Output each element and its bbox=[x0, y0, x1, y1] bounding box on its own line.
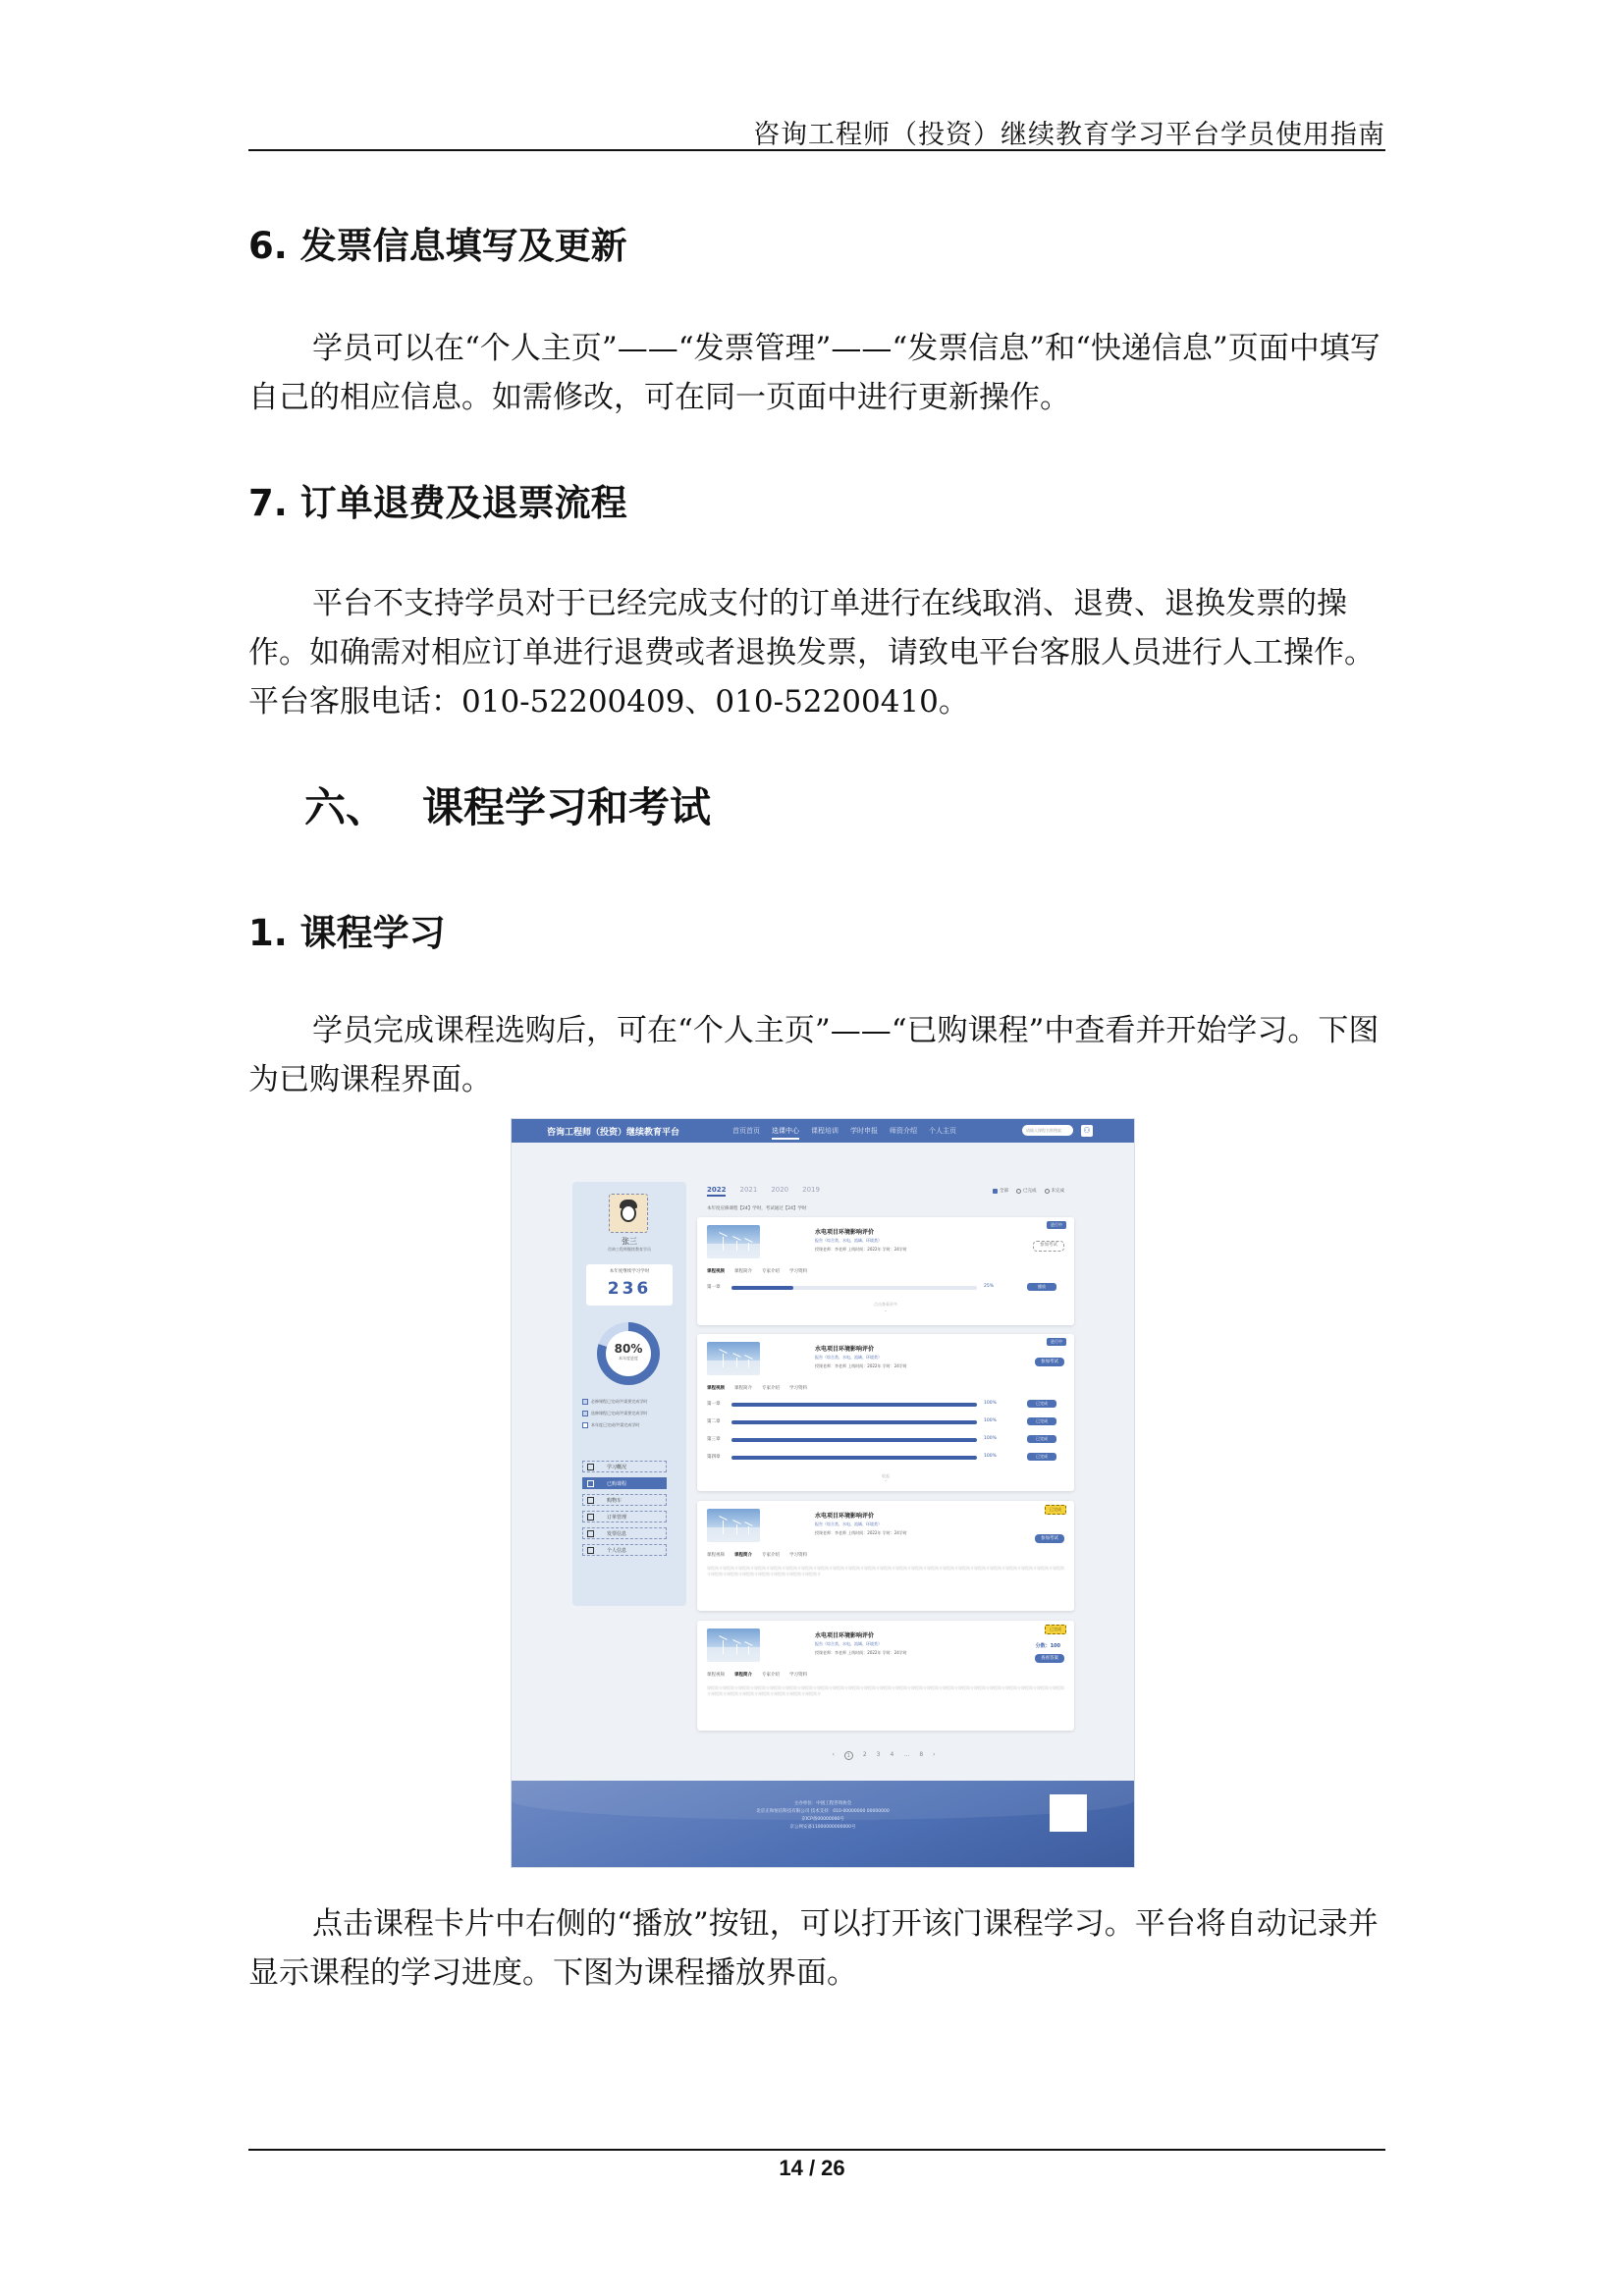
chapter-percent: 100% bbox=[984, 1418, 997, 1423]
chevron-up-icon: ⌃ bbox=[884, 1479, 888, 1484]
nav-item[interactable]: 选课中心 bbox=[772, 1126, 799, 1140]
view-answers-button[interactable]: 查看答案 bbox=[1035, 1654, 1064, 1663]
screenshot-nav-items bbox=[732, 1126, 956, 1140]
student-name: 张三 bbox=[622, 1237, 637, 1246]
chapter-row bbox=[707, 1454, 1064, 1462]
section-heading-refund: 7. 订单退费及退票流程 bbox=[248, 482, 627, 524]
collapse-link[interactable]: 收起 ⌃ bbox=[882, 1473, 890, 1484]
status-badge: 已完成 bbox=[1045, 1505, 1066, 1515]
order-icon bbox=[587, 1514, 594, 1521]
legend-swatch bbox=[582, 1411, 588, 1416]
course-intro-text: 课程简介课程简介课程简介课程简介课程简介课程简介课程简介课程简介课程简介课程简介课程简介课程简介课程简介课程简介课程简介课程简介课程简介课程简介课程简介课程简介课程简介课程简介课程简介课程简介课程简介课程简介课程简介课程简介课程简介课程简介 bbox=[707, 1685, 1064, 1696]
completed-button[interactable]: 已完成 bbox=[1027, 1435, 1056, 1443]
course-thumbnail bbox=[707, 1629, 760, 1662]
completed-button[interactable]: 已完成 bbox=[1027, 1453, 1056, 1461]
filter-completed[interactable]: 已完成 bbox=[1016, 1188, 1037, 1194]
status-badge: 进行中 bbox=[1047, 1338, 1066, 1346]
nav-item[interactable]: 个人主页 bbox=[929, 1127, 956, 1135]
screenshot-navbar bbox=[512, 1119, 1134, 1143]
tab-study-materials[interactable]: 学习资料 bbox=[789, 1553, 807, 1558]
status-badge: 进行中 bbox=[1047, 1221, 1066, 1229]
study-hours-label: 本年度继续学习学时 bbox=[609, 1269, 650, 1274]
legend-text: 本年度已完成/共需完成学时 bbox=[591, 1422, 640, 1427]
course-thumbnail bbox=[707, 1342, 760, 1375]
sidebar-item-cart[interactable]: 购物车 bbox=[582, 1494, 667, 1506]
tab-course-intro[interactable]: 课程简介 bbox=[734, 1673, 752, 1678]
paragraph-invoice: 学员可以在“个人主页”——“发票管理”——“发票信息”和“快递信息”页面中填写自己的相应信息。如需修改，可在同一页面中进行更新操作。 bbox=[248, 331, 1380, 415]
course-meta: 授课老师：李老师 上线时间：2022年 学时：24学时 bbox=[815, 1530, 907, 1535]
course-tags: 报告（综合类、水电、流域、环境类） bbox=[815, 1238, 882, 1243]
header-rule bbox=[248, 149, 1385, 151]
tab-expert-intro[interactable]: 专家介绍 bbox=[762, 1553, 780, 1558]
nav-item[interactable]: 师资介绍 bbox=[890, 1127, 917, 1135]
chapter-percent: 100% bbox=[984, 1401, 997, 1406]
tab-year[interactable]: 2022 bbox=[707, 1186, 726, 1197]
legend-swatch bbox=[582, 1422, 588, 1428]
overview-icon bbox=[587, 1464, 594, 1470]
chapter-row bbox=[707, 1401, 1064, 1409]
chapter-title: 课程学习和考试 bbox=[422, 783, 712, 831]
play-button[interactable]: 播放 bbox=[1027, 1283, 1056, 1291]
progress-donut bbox=[597, 1322, 660, 1385]
tab-course-video[interactable]: 课程视频 bbox=[707, 1553, 725, 1558]
tab-study-materials[interactable]: 学习资料 bbox=[789, 1386, 807, 1391]
course-meta: 授课老师：李老师 上线时间：2022年 学时：24学时 bbox=[815, 1363, 907, 1368]
progress-label: 本年度进度 bbox=[619, 1356, 638, 1361]
chapter-row bbox=[707, 1418, 1064, 1426]
course-title: 水电项目环境影响评价 bbox=[815, 1346, 875, 1353]
course-card bbox=[697, 1501, 1074, 1611]
chapter-heading bbox=[304, 775, 711, 834]
filter-incomplete[interactable]: 未完成 bbox=[1045, 1188, 1065, 1194]
chapter-row bbox=[707, 1436, 1064, 1444]
course-meta: 授课老师：李老师 上线时间：2022年 学时：24学时 bbox=[815, 1650, 907, 1655]
tab-course-intro[interactable]: 课程简介 bbox=[734, 1269, 752, 1274]
chapter-progress-bar bbox=[731, 1420, 977, 1424]
take-exam-button[interactable]: 参加考试 bbox=[1033, 1241, 1064, 1252]
page-number[interactable]: 8 bbox=[919, 1751, 924, 1758]
study-hours-box bbox=[586, 1264, 673, 1306]
tab-year[interactable]: 2020 bbox=[771, 1186, 789, 1194]
year-summary: 本年度应修课程【24】学时，考试通过【24】学时 bbox=[707, 1206, 807, 1211]
chapter-percent: 25% bbox=[984, 1284, 995, 1289]
chapter-progress-bar bbox=[731, 1438, 977, 1442]
course-thumbnail bbox=[707, 1509, 760, 1542]
paragraph-play-instructions: 点击课程卡片中右侧的“播放”按钮，可以打开该门课程学习。平台将自动记录并显示课程的学习进度。下图为课程播放界面。 bbox=[248, 1906, 1379, 1991]
tab-course-video[interactable]: 课程视频 bbox=[707, 1269, 725, 1274]
student-subtitle: 咨询工程师继续教育学员 bbox=[608, 1247, 651, 1252]
running-header: 咨询工程师（投资）继续教育学习平台学员使用指南 bbox=[753, 120, 1385, 150]
page-number[interactable]: 3 bbox=[876, 1751, 881, 1758]
nav-item[interactable]: 学时申报 bbox=[850, 1127, 878, 1135]
course-icon bbox=[587, 1480, 594, 1487]
profile-icon bbox=[587, 1547, 594, 1554]
chapter-number: 六、 bbox=[304, 783, 388, 831]
course-title: 水电项目环境影响评价 bbox=[815, 1513, 875, 1520]
course-tabs bbox=[707, 1385, 807, 1391]
progress-legend bbox=[582, 1396, 647, 1431]
year-tabs bbox=[707, 1186, 820, 1197]
chapter-label: 第二章 bbox=[707, 1419, 721, 1424]
pagination bbox=[693, 1751, 1074, 1760]
prev-page-icon[interactable]: ‹ bbox=[832, 1751, 835, 1758]
sidebar-menu bbox=[582, 1461, 667, 1561]
chevron-down-icon: ⌄ bbox=[884, 1308, 888, 1312]
chapter-row bbox=[707, 1284, 1064, 1292]
page-number[interactable]: 4 bbox=[890, 1751, 894, 1758]
tab-course-intro[interactable]: 课程简介 bbox=[734, 1553, 752, 1558]
course-tabs bbox=[707, 1552, 807, 1558]
tab-expert-intro[interactable]: 专家介绍 bbox=[762, 1673, 780, 1678]
next-page-icon[interactable]: › bbox=[933, 1751, 936, 1758]
sidebar-item-overview[interactable]: 学习概况 bbox=[582, 1461, 667, 1472]
sidebar-item-profile[interactable]: 个人信息 bbox=[582, 1544, 667, 1556]
chapter-progress-bar bbox=[731, 1403, 977, 1407]
tab-year[interactable]: 2021 bbox=[739, 1186, 758, 1194]
exam-score: 分数：100 bbox=[1035, 1643, 1060, 1649]
tab-study-materials[interactable]: 学习资料 bbox=[789, 1269, 807, 1274]
course-tabs bbox=[707, 1268, 807, 1274]
course-intro-text: 课程简介课程简介课程简介课程简介课程简介课程简介课程简介课程简介课程简介课程简介课程简介课程简介课程简介课程简介课程简介课程简介课程简介课程简介课程简介课程简介课程简介课程简介课程简介课程简介课程简介课程简介课程简介课程简介课程简介课程简介 bbox=[707, 1566, 1064, 1576]
legend-swatch bbox=[582, 1399, 588, 1405]
course-title: 水电项目环境影响评价 bbox=[815, 1632, 875, 1639]
screenshot-body bbox=[512, 1143, 1134, 1781]
nav-item[interactable]: 首页首页 bbox=[732, 1127, 760, 1135]
course-tags: 报告（综合类、水电、流域、环境类） bbox=[815, 1641, 882, 1646]
chapter-label: 第三章 bbox=[707, 1437, 721, 1442]
screenshot-search-input[interactable]: 请输入课程名称搜索 bbox=[1022, 1125, 1073, 1136]
course-title: 水电项目环境影响评价 bbox=[815, 1229, 875, 1236]
course-tags: 报告（综合类、水电、流域、环境类） bbox=[815, 1522, 882, 1526]
legend-text: 必修课程已完成/共需要完成学时 bbox=[591, 1399, 648, 1404]
take-exam-button[interactable]: 参加考试 bbox=[1035, 1534, 1064, 1543]
chapter-percent: 100% bbox=[984, 1454, 997, 1459]
chapter-percent: 100% bbox=[984, 1436, 997, 1441]
paragraph-refund: 平台不支持学员对于已经完成支付的订单进行在线取消、退费、退换发票的操作。如确需对相应订单进行退费或者退换发票，请致电平台客服人员进行人工操作。平台客服电话：010-52200409、010-52200410。 bbox=[248, 586, 1375, 720]
study-hours-value: 236 bbox=[607, 1279, 652, 1299]
filter-all[interactable]: 全部 bbox=[993, 1188, 1008, 1194]
status-filters bbox=[993, 1188, 1064, 1194]
qr-code-icon bbox=[1050, 1794, 1087, 1832]
course-card bbox=[697, 1217, 1074, 1325]
paragraph-course-study: 学员完成课程选购后，可在“个人主页”——“已购课程”中查看并开始学习。下图为已购课程界面。 bbox=[248, 1013, 1380, 1097]
avatar bbox=[609, 1194, 648, 1233]
sidebar-item-orders[interactable]: 订单管理 bbox=[582, 1511, 667, 1522]
screenshot-brand: 咨询工程师（投资）继续教育平台 bbox=[547, 1128, 680, 1138]
footer-info: 主办单位：中国工程咨询协会 北京正和恒信科技有限公司 技术支持：010-00000000 00000000 京ICP备00000000号 京公网安备11000000000000号 bbox=[756, 1801, 890, 1830]
user-icon[interactable]: ⚇ bbox=[1081, 1125, 1093, 1137]
legend-text: 选修课程已完成/共需要完成学时 bbox=[591, 1411, 648, 1415]
chapter-progress-bar bbox=[731, 1456, 977, 1460]
page-number[interactable]: 2 bbox=[862, 1751, 867, 1758]
sidebar-item-purchased-courses[interactable]: 已购课程 bbox=[582, 1477, 667, 1489]
chapter-label: 第一章 bbox=[707, 1285, 721, 1290]
tab-expert-intro[interactable]: 专家介绍 bbox=[762, 1386, 780, 1391]
section-heading-invoice: 6. 发票信息填写及更新 bbox=[248, 225, 627, 267]
page-number: 14 / 26 bbox=[779, 2156, 845, 2180]
tab-year[interactable]: 2019 bbox=[802, 1186, 820, 1194]
course-tags: 报告（综合类、水电、流域、环境类） bbox=[815, 1355, 882, 1360]
course-thumbnail bbox=[707, 1225, 760, 1258]
sidebar-item-invoice[interactable]: 发票信息 bbox=[582, 1527, 667, 1539]
chapter-label: 第四章 bbox=[707, 1455, 721, 1460]
tab-course-video[interactable]: 课程视频 bbox=[707, 1673, 725, 1678]
section-heading-course-study: 1. 课程学习 bbox=[248, 912, 446, 954]
invoice-icon bbox=[587, 1530, 594, 1537]
cart-icon bbox=[587, 1497, 594, 1504]
tab-study-materials[interactable]: 学习资料 bbox=[789, 1673, 807, 1678]
profile-sidebar bbox=[572, 1182, 686, 1606]
footer-rule bbox=[248, 2149, 1385, 2151]
purchased-courses-screenshot bbox=[511, 1118, 1135, 1868]
tab-course-video[interactable]: 课程视频 bbox=[707, 1386, 725, 1391]
completed-button[interactable]: 已完成 bbox=[1027, 1400, 1056, 1408]
chapter-label: 第一章 bbox=[707, 1402, 721, 1407]
chapter-progress-bar bbox=[731, 1286, 977, 1290]
tab-expert-intro[interactable]: 专家介绍 bbox=[762, 1269, 780, 1274]
course-meta: 授课老师：李老师 上线时间：2022年 学时：24学时 bbox=[815, 1247, 907, 1252]
course-tabs bbox=[707, 1672, 807, 1678]
tab-course-intro[interactable]: 课程简介 bbox=[734, 1386, 752, 1391]
nav-item[interactable]: 课程培训 bbox=[811, 1127, 839, 1135]
page-number-current[interactable]: 1 bbox=[844, 1751, 853, 1760]
take-exam-button[interactable]: 参加考试 bbox=[1035, 1358, 1064, 1366]
status-badge: 已完成 bbox=[1045, 1625, 1066, 1634]
page-ellipsis: … bbox=[903, 1751, 910, 1758]
screenshot-footer bbox=[512, 1781, 1134, 1867]
expand-more-link[interactable]: 点击查看更多 ⌄ bbox=[874, 1302, 897, 1312]
course-card bbox=[697, 1621, 1074, 1731]
course-card bbox=[697, 1334, 1074, 1491]
completed-button[interactable]: 已完成 bbox=[1027, 1417, 1056, 1425]
progress-percent: 80% bbox=[614, 1342, 643, 1356]
